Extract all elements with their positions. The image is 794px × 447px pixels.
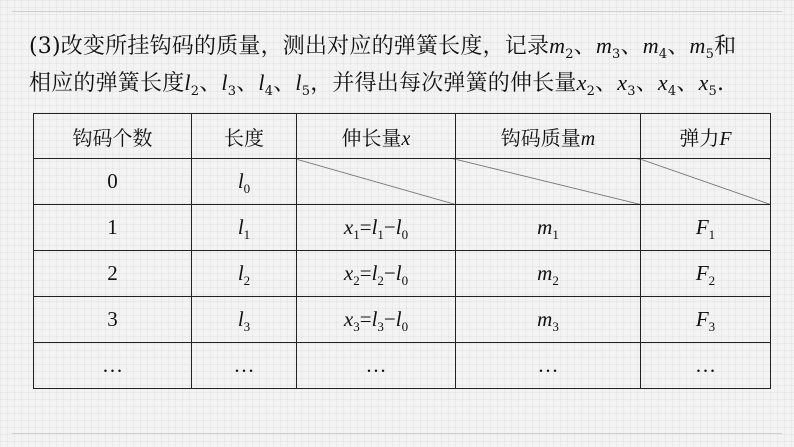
cell-extension: $x_1=l_1-l_0$ (297, 205, 456, 251)
cell-count: 3 (34, 297, 192, 343)
mass-5: $m_5$ (689, 33, 715, 62)
cell-mass-empty (456, 159, 641, 205)
extension-3: $x_3$ (617, 70, 636, 99)
cell-mass: $m_2$ (456, 251, 641, 297)
cell-extension: $x_2=l_2-l_0$ (297, 251, 456, 297)
cell-mass: $m_1$ (456, 205, 641, 251)
cell-mass: … (456, 343, 641, 389)
extension-4: $x_4$ (657, 70, 677, 99)
mass-2: $m_2$ (549, 33, 574, 62)
table-header-row (34, 114, 771, 159)
header-force: 弹力F (641, 114, 771, 159)
cell-extension: $x_3=l_3-l_0$ (297, 297, 456, 343)
length-2: $l_2$ (184, 70, 200, 99)
cell-length: $l_2$ (192, 251, 297, 297)
cell-force-empty (641, 159, 771, 205)
table-row (34, 159, 771, 205)
mass-3: $m_3$ (595, 33, 621, 62)
cell-force: $F_3$ (641, 297, 771, 343)
cell-length: $l_3$ (192, 297, 297, 343)
length-5: $l_5$ (295, 70, 311, 99)
paragraph-lead: (3)改变所挂钩码的质量，测出对应的弹簧长度，记录 (29, 34, 550, 59)
header-extension: 伸长量x (297, 114, 456, 159)
cell-count: … (34, 343, 192, 389)
cell-length: $l_0$ (192, 159, 297, 205)
cell-count: 0 (34, 159, 192, 205)
header-count: 钩码个数 (34, 114, 192, 159)
table-row (34, 343, 771, 389)
cell-extension: … (297, 343, 456, 389)
table-row (34, 205, 771, 251)
paragraph-mid: 相应的弹簧长度 (29, 71, 185, 96)
extension-5: $x_5$ (698, 70, 718, 99)
length-4: $l_4$ (258, 70, 274, 99)
header-length: 长度 (192, 114, 297, 159)
bottom-frame-line (12, 433, 782, 434)
cell-count: 2 (34, 251, 192, 297)
data-table (33, 113, 771, 389)
mass-4: $m_4$ (642, 33, 668, 62)
table-row (34, 251, 771, 297)
instruction-paragraph: (3)改变所挂钩码的质量，测出对应的弹簧长度，记录$m_2$、$m_3$、$m_4$、$m_5$和 相应的弹簧长度$l_2$、$l_3$、$l_4$、$l_5$，并得出每次弹簧的伸长量$x_2$、$x_3$、$x_4$、$x_5$. (29, 33, 737, 99)
table-row (34, 297, 771, 343)
cell-count: 1 (34, 205, 192, 251)
cell-length: $l_1$ (192, 205, 297, 251)
header-mass: 钩码质量m (456, 114, 641, 159)
cell-force: $F_2$ (641, 251, 771, 297)
length-3: $l_3$ (221, 70, 237, 99)
cell-force: … (641, 343, 771, 389)
extension-2: $x_2$ (576, 70, 596, 99)
cell-extension-empty (297, 159, 456, 205)
cell-mass: $m_3$ (456, 297, 641, 343)
top-frame-line (12, 11, 782, 12)
cell-length: … (192, 343, 297, 389)
cell-force: $F_1$ (641, 205, 771, 251)
